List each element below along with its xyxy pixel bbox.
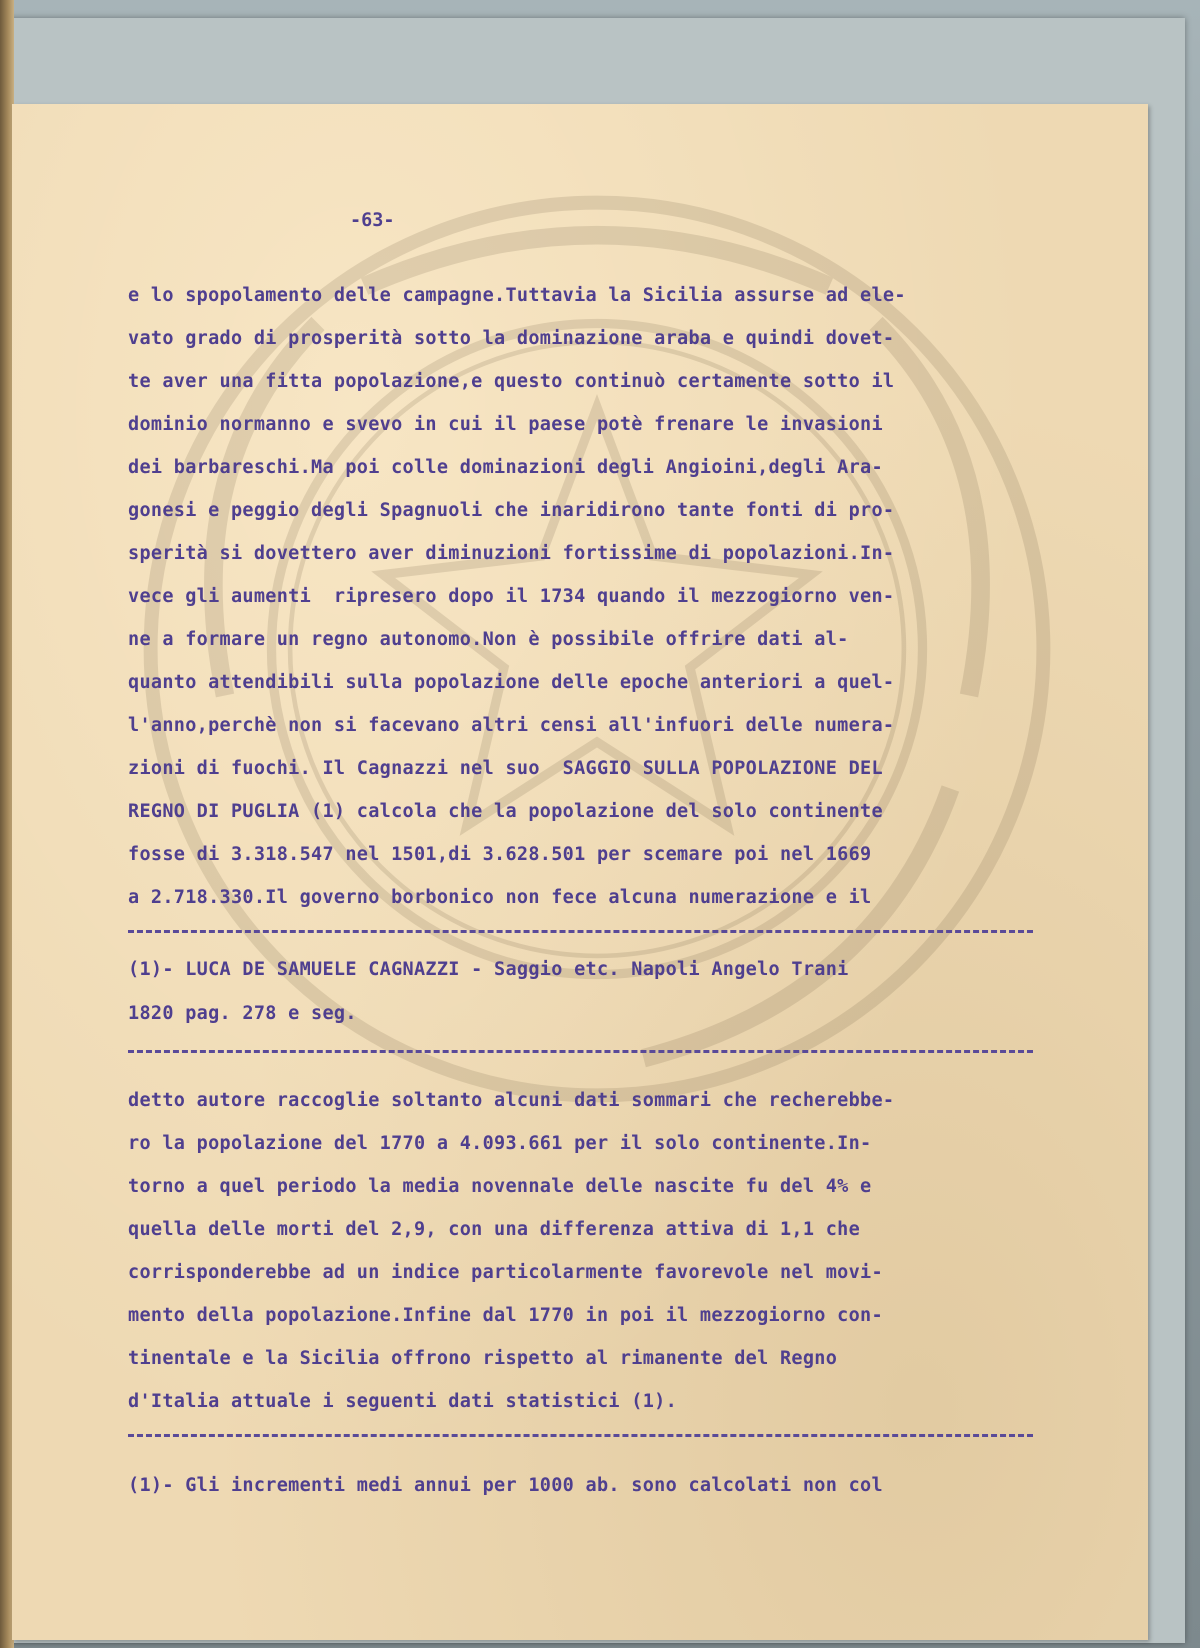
footnote-line: (1)- Gli incrementi medi annui per 1000 ab. sono calcolati non col xyxy=(128,1475,883,1496)
body-line: te aver una fitta popolazione,e questo continuò certamente sotto il xyxy=(128,371,895,392)
body-line: vato grado di prosperità sotto la dominazione araba e quindi dovet- xyxy=(128,328,895,349)
page-number: -63- xyxy=(350,210,395,231)
dashed-separator xyxy=(128,1434,1033,1437)
body-line: tinentale e la Sicilia offrono rispetto al rimanente del Regno xyxy=(128,1348,838,1369)
body-line: quanto attendibili sulla popolazione delle epoche anteriori a quel- xyxy=(128,672,895,693)
dashed-separator xyxy=(128,1050,1033,1053)
body-line: sperità si dovettero aver diminuzioni fortissime di popolazioni.In- xyxy=(128,543,895,564)
body-line: l'anno,perchè non si facevano altri censi all'infuori delle numera- xyxy=(128,715,895,736)
body-line: REGNO DI PUGLIA (1) calcola che la popolazione del solo continente xyxy=(128,801,883,822)
body-line: zioni di fuochi. Il Cagnazzi nel suo SAGGIO SULLA POPOLAZIONE DEL xyxy=(128,758,883,779)
body-line: corrisponderebbe ad un indice particolarmente favorevole nel movi- xyxy=(128,1262,883,1283)
body-line: a 2.718.330.Il governo borbonico non fece alcuna numerazione e il xyxy=(128,887,872,908)
body-line: dei barbareschi.Ma poi colle dominazioni degli Angioini,degli Ara- xyxy=(128,457,883,478)
body-line: ro la popolazione del 1770 a 4.093.661 per il solo continente.In- xyxy=(128,1133,872,1154)
body-line: fosse di 3.318.547 nel 1501,di 3.628.501 per scemare poi nel 1669 xyxy=(128,844,872,865)
body-line: torno a quel periodo la media novennale delle nascite fu del 4% e xyxy=(128,1176,872,1197)
body-line: mento della popolazione.Infine dal 1770 in poi il mezzogiorno con- xyxy=(128,1305,883,1326)
body-line: d'Italia attuale i seguenti dati statistici (1). xyxy=(128,1391,678,1412)
body-line: gonesi e peggio degli Spagnuoli che inaridirono tante fonti di pro- xyxy=(128,500,895,521)
body-line: detto autore raccoglie soltanto alcuni dati sommari che recherebbe- xyxy=(128,1090,895,1111)
footnote-line: 1820 pag. 278 e seg. xyxy=(128,1003,357,1024)
body-line: vece gli aumenti ripresero dopo il 1734 quando il mezzogiorno ven- xyxy=(128,586,895,607)
body-line: quella delle morti del 2,9, con una differenza attiva di 1,1 che xyxy=(128,1219,861,1240)
body-line: dominio normanno e svevo in cui il paese potè frenare le invasioni xyxy=(128,414,883,435)
body-line: e lo spopolamento delle campagne.Tuttavia la Sicilia assurse ad ele- xyxy=(128,285,906,306)
body-line: ne a formare un regno autonomo.Non è possibile offrire dati al- xyxy=(128,629,849,650)
footnote-line: (1)- LUCA DE SAMUELE CAGNAZZI - Saggio etc. Napoli Angelo Trani xyxy=(128,959,849,980)
dashed-separator xyxy=(128,930,1033,933)
document-page xyxy=(12,104,1148,1640)
